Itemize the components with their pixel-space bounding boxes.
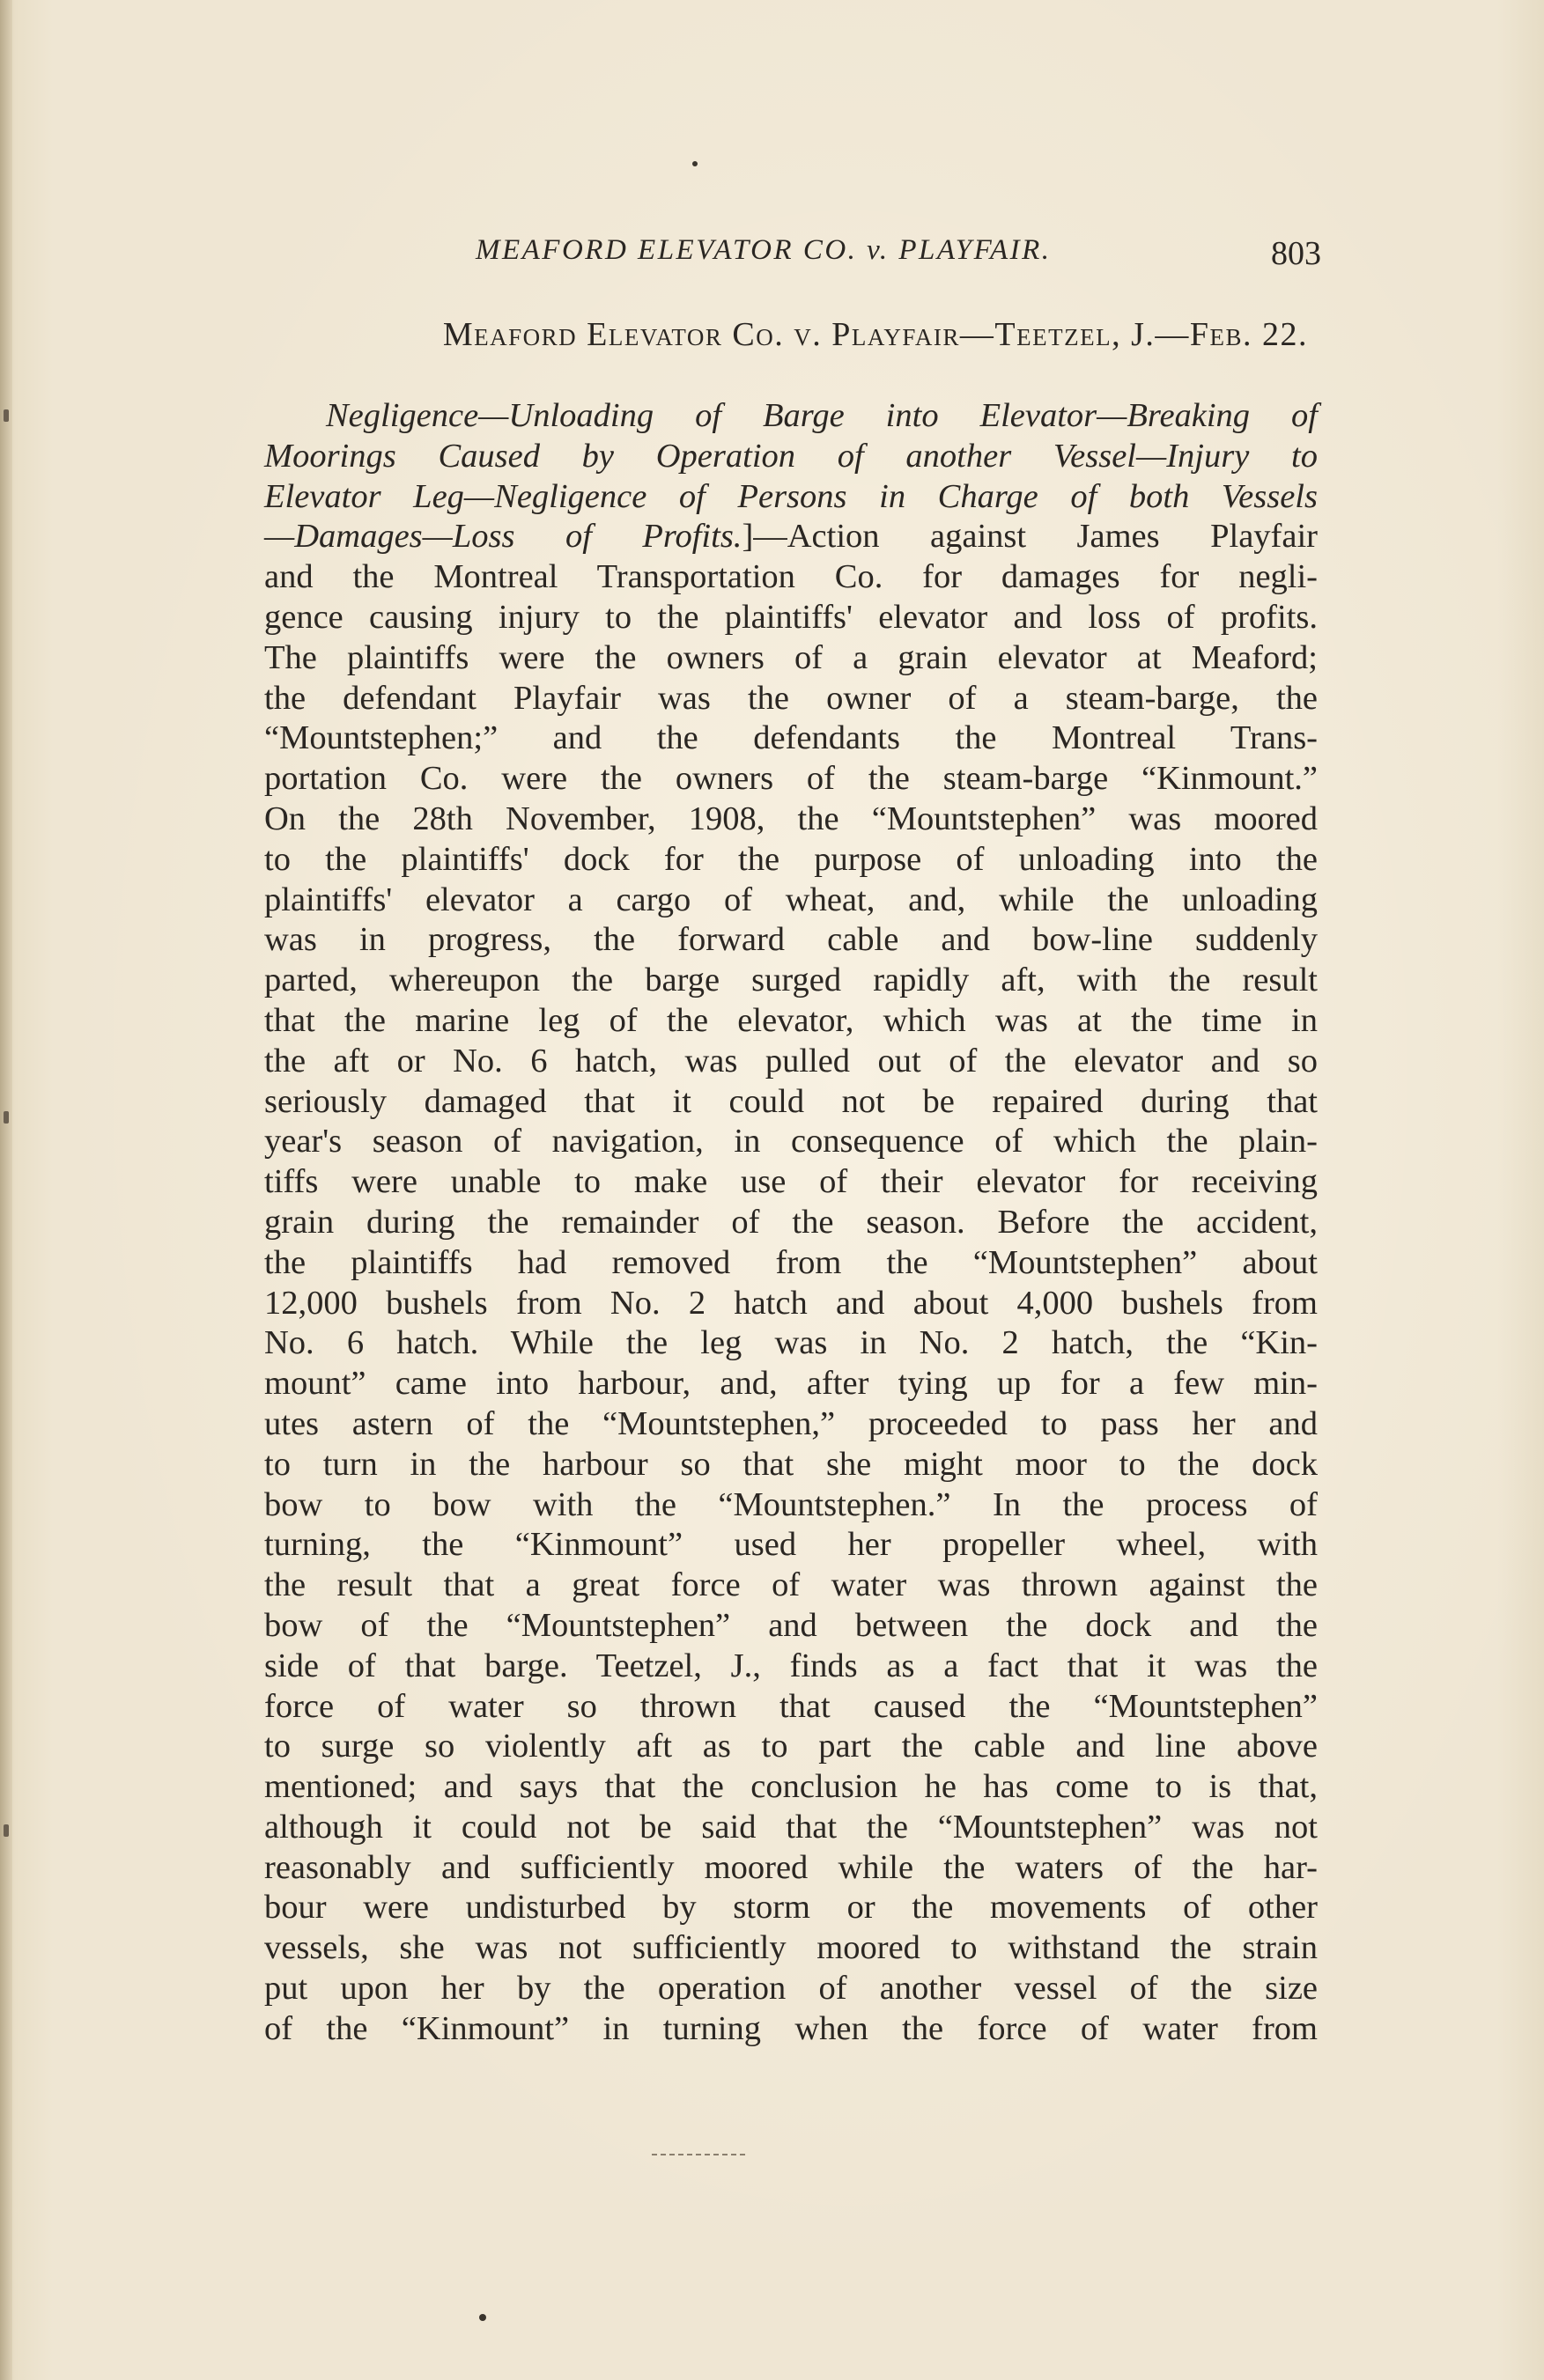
headnote-roman: ]—Action against James Playfair [742, 518, 1318, 556]
text-line: of the “Kinmount” in turning when the force of water from [264, 2009, 1318, 2047]
text-line: force of water so thrown that caused the “Mountstephen” [264, 1687, 1318, 1725]
text-line: although it could not be said that the “Mountstephen” was not [264, 1808, 1318, 1846]
text-line: bow of the “Mountstephen” and between the dock and the [264, 1606, 1318, 1644]
running-head [264, 231, 1321, 275]
text-line: The plaintiffs were the owners of a grain elevator at Meaford; [264, 638, 1318, 676]
text-line: gence causing injury to the plaintiffs' elevator and loss of profits. [264, 598, 1318, 636]
text-line: vessels, she was not sufficiently moored to withstand the strain [264, 1929, 1318, 1967]
binding-mark [4, 409, 9, 422]
text-line: utes astern of the “Mountstephen,” proceeded to pass her and [264, 1404, 1318, 1442]
text-line: “Mountstephen;” and the defendants the Montreal Trans- [264, 719, 1318, 757]
text-line: reasonably and sufficiently moored while the waters of the har- [264, 1848, 1318, 1886]
headnote-line [264, 396, 1318, 437]
binding-edge [0, 0, 12, 2380]
headnote-italic: Elevator Leg—Negligence of Persons in Charge of both Vessels [264, 477, 1318, 515]
text-line: No. 6 hatch. While the leg was in No. 2 hatch, the “Kin- [264, 1324, 1318, 1362]
headnote-italic: —Damages—Loss of Profits. [264, 518, 742, 556]
paragraph [264, 557, 1318, 2049]
text-line: year's season of navigation, in consequence of which the plain- [264, 1123, 1318, 1161]
headnote-line [264, 477, 1318, 518]
page-speck [479, 2314, 486, 2321]
text-line: and the Montreal Transportation Co. for damages for negli- [264, 558, 1318, 596]
text-line: the result that a great force of water was thrown against the [264, 1566, 1318, 1604]
headnote-line [264, 517, 1318, 557]
headnote-italic: Moorings Caused by Operation of another Vessel—Injury to [264, 437, 1318, 475]
text-line: portation Co. were the owners of the steam-barge “Kinmount.” [264, 760, 1318, 798]
text-line: tiffs were unable to make use of their elevator for receiving [264, 1163, 1318, 1201]
text-line: mount” came into harbour, and, after tying up for a few min- [264, 1365, 1318, 1403]
text-line: bour were undisturbed by storm or the movements of other [264, 1889, 1318, 1927]
text-line: to turn in the harbour so that she might moor to the dock [264, 1445, 1318, 1483]
page-speck [692, 161, 698, 166]
text-line: side of that barge. Teetzel, J., finds as a fact that it was the [264, 1647, 1318, 1684]
text-line: to the plaintiffs' dock for the purpose of unloading into the [264, 840, 1318, 878]
binding-mark [4, 1824, 9, 1837]
running-head-title: MEAFORD ELEVATOR CO. v. PLAYFAIR. [476, 234, 1052, 266]
text-line: seriously damaged that it could not be repaired during that [264, 1082, 1318, 1120]
text-line: 12,000 bushels from No. 2 hatch and about 4,000 bushels from [264, 1284, 1318, 1322]
text-line: bow to bow with the “Mountstephen.” In the process of [264, 1485, 1318, 1523]
binding-mark [4, 1111, 9, 1124]
text-line: put upon her by the operation of another vessel of the size [264, 1970, 1318, 2008]
text-line: the plaintiffs had removed from the “Mountstephen” about [264, 1243, 1318, 1281]
text-line: plaintiffs' elevator a cargo of wheat, and, while the unloading [264, 881, 1318, 918]
text-line: was in progress, the forward cable and bow-line suddenly [264, 921, 1318, 959]
headnote-line [264, 437, 1318, 477]
body-text [264, 396, 1318, 2050]
case-title: Meaford Elevator Co. v. Playfair—Teetzel, J.—Feb. 22. [442, 316, 1308, 353]
text-line: turning, the “Kinmount” used her propeller wheel, with [264, 1526, 1318, 1564]
text-line: the defendant Playfair was the owner of a steam-barge, the [264, 679, 1318, 717]
text-line: grain during the remainder of the season. Before the accident, [264, 1203, 1318, 1241]
page-number: 803 [1271, 235, 1321, 272]
text-line: the aft or No. 6 hatch, was pulled out of the elevator and so [264, 1042, 1318, 1079]
footer-rule [652, 2154, 749, 2155]
text-line: to surge so violently aft as to part the cable and line above [264, 1728, 1318, 1765]
text-line: that the marine leg of the elevator, which was at the time in [264, 1001, 1318, 1039]
headnote-italic: Negligence—Unloading of Barge into Elevator—Breaking of [326, 397, 1318, 434]
text-line: On the 28th November, 1908, the “Mountstephen” was moored [264, 799, 1318, 837]
text-line: parted, whereupon the barge surged rapidly aft, with the result [264, 962, 1318, 999]
text-line: mentioned; and says that the conclusion he has come to is that, [264, 1768, 1318, 1806]
